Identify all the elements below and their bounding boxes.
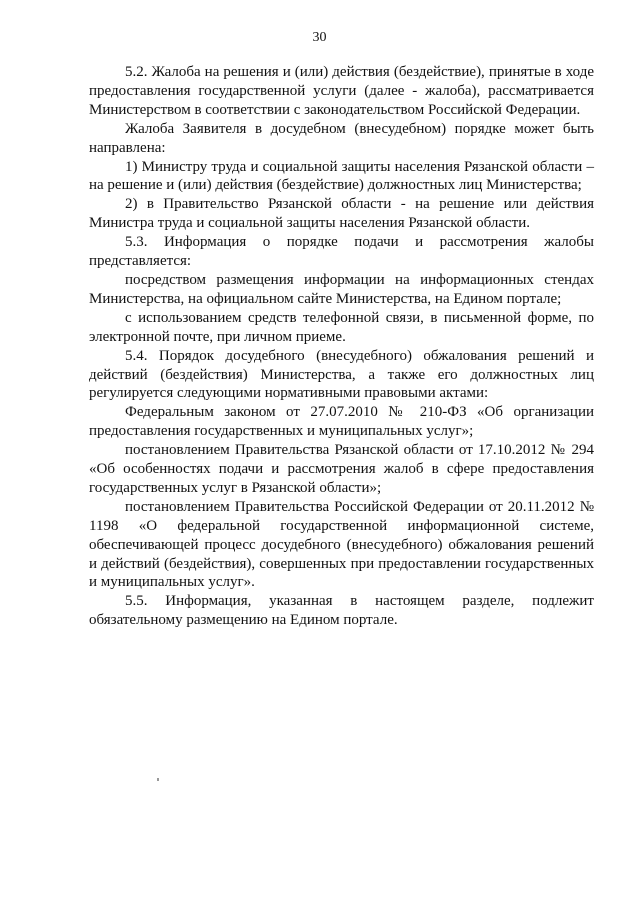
paragraph-rf-resolution: постановлением Правительства Российской Федерации от 20.11.2012 № 1198 «О федеральной государственной информационной системе, обеспечивающей процесс досудебного (внесудебного) обжалования решений и действий (бездействия), совершенных при предоставлении государственных и муниципальных услуг». [89,498,594,591]
paragraph-item-1: 1) Министру труда и социальной защиты населения Рязанской области – на решение и (или) действия (бездействие) должностных лиц Министерства; [89,158,594,194]
scan-speck [157,778,159,781]
paragraph-telephone: с использованием средств телефонной связи, в письменной форме, по электронной почте, при личном приеме. [89,309,594,345]
paragraph-5-5: 5.5. Информация, указанная в настоящем разделе, подлежит обязательному размещению на Едином портале. [89,593,594,629]
page-number: 30 [312,30,327,45]
document-body [89,63,594,630]
paragraph-ryazan-resolution: постановлением Правительства Рязанской области от 17.10.2012 № 294 «Об особенностях подачи и рассмотрения жалоб в сфере предоставления государственных услуг в Рязанской области»; [89,442,594,496]
paragraph-item-2: 2) в Правительство Рязанской области - на решение или действия Министра труда и социальной защиты населения Рязанской области. [89,196,594,232]
paragraph-5-4: 5.4. Порядок досудебного (внесудебного) обжалования решений и действий (бездействия) Министерства, а также его должностных лиц регулируется следующими нормативными правовыми актами: [89,347,594,402]
paragraph-complaint-directed: Жалоба Заявителя в досудебном (внесудебном) порядке может быть направлена: [89,120,594,156]
paragraph-federal-law: Федеральным законом от 27.07.2010 № 210-ФЗ «Об организации предоставления государственных и муниципальных услуг»; [89,404,594,440]
paragraph-5-3: 5.3. Информация о порядке подачи и рассмотрения жалобы представляется: [89,234,594,270]
paragraph-5-2: 5.2. Жалоба на решения и (или) действия (бездействие), принятые в ходе предоставления государственной услуги (далее - жалоба), рассматривается Министерством в соответствии с законодательством Российской Федерации. [89,64,594,118]
paragraph-info-stands: посредством размещения информации на информационных стендах Министерства, на официальном сайте Министерства, на Едином портале; [89,271,594,307]
